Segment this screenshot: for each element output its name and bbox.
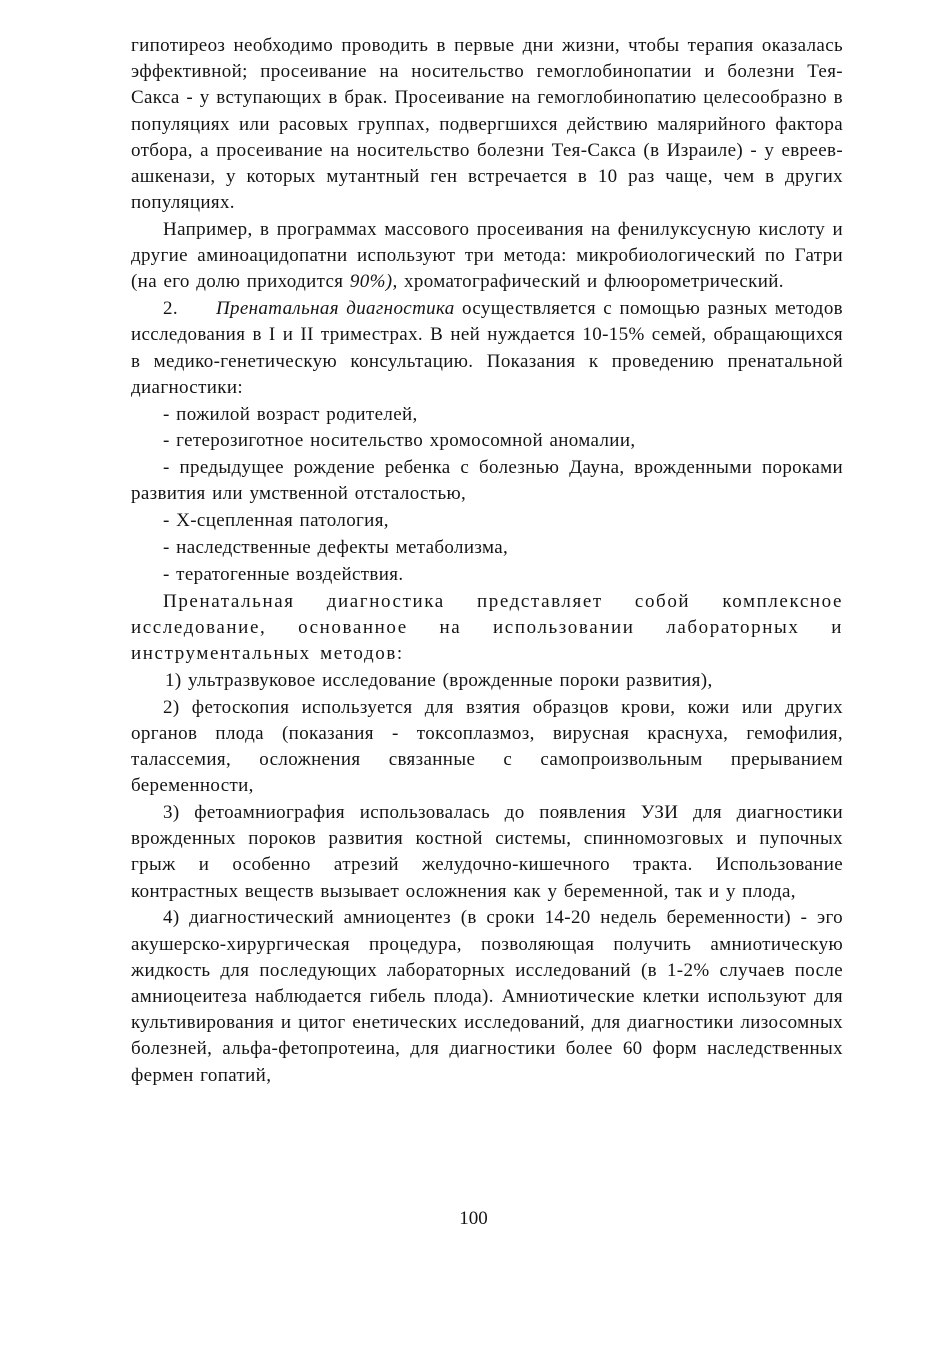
- paragraph-mass-screening-methods: [131, 217, 843, 296]
- method-item: 3) фетоамниография использовалась до появления УЗИ для диагностики врожденных пороков развития костной системы, спинномозговых и пупочных грыж и особенно атрезий желудочно-кишечного тракта. Использование контрастных веществ вызывает осложнения как у беременной, так и у плода,: [131, 802, 843, 902]
- indication-item: - тератогенные воздействия.: [163, 563, 404, 585]
- paragraph-prenatal-diagnostics: [131, 296, 843, 401]
- page-number: 100: [459, 1208, 488, 1229]
- paragraph-text: хроматографический и флюорометрический.: [397, 271, 784, 293]
- body-text: [131, 33, 843, 1089]
- indication-item: - наследственные дефекты метаболизма,: [163, 537, 509, 559]
- italic-term: Пренатальная диагностика: [215, 298, 455, 320]
- method-item: 2) фетоскопия используется для взятия образцов крови, кожи или других органов плода (показания - токсоплазмоз, вирусная краснуха, гемофилия, талассемия, осложнения связанные с самопроизвольным прерыванием беременности,: [131, 696, 843, 797]
- method-item: 4) диагностический амниоцентез (в сроки 14-20 недель беременности) - эго акушерско-хирургическая процедура, позволяющая получить амниотическую жидкость для последующих лабораторных исследований (в 1-2% случаев после амниоцеитеза наблюдается гибель плода). Амниотические клетки используют для культивирования и цитог енетических исследований, для диагностики лизосомных болезней, альфа-фетопротеина, для диагностики более 60 форм наследственных фермен гопатий,: [131, 907, 843, 1086]
- item-number: 2.: [163, 298, 178, 320]
- italic-percentage: 90%),: [349, 271, 398, 293]
- indication-item: - пожилой возраст родителей,: [163, 403, 418, 425]
- indication-item: - гетерозиготное носительство хромосомной аномалии,: [163, 430, 636, 452]
- indication-item: - Х-сцепленная патология,: [163, 510, 389, 532]
- paragraph-screening-continuation: гипотиреоз необходимо проводить в первые дни жизни, чтобы терапия оказалась эффективной; просеивание на носительство гемоглобинопатии и болезни Тея-Сакса - у вступающих в брак. Просеивание на гемоглобинопатию целесообразно в популяциях или расовых группах, подвергшихся действию малярийного фактора отбора, а просеивание на носительство болезни Тея-Сакса (в Израиле) - у евреев-ашкенази, у которых мутантный ген встречается в 10 раз чаще, чем в других популяциях.: [131, 35, 843, 214]
- paragraph-complex-study: Пренатальная диагностика представляет собой комплексное исследование, основанное на использовании лабораторных и инструментальных методов:: [131, 590, 843, 665]
- indication-item: - предыдущее рождение ребенка с болезнью Дауна, врожденными пороками развития или умственной отсталостью,: [131, 457, 843, 505]
- paragraph-text: осуществляется с помощью разных методов исследования в I и II триместрах. В ней нуждается 10-15% семей, обращающихся в медико-генетическую консультацию. Показания к проведению пренатальной диагностики:: [131, 298, 843, 398]
- method-item: 1) ультразвуковое исследование (врожденные пороки развития),: [165, 669, 713, 691]
- paragraph-text: Например, в программах массового просеивания на фенилуксусную кислоту и другие аминоацидопатни используют три метода: микробиологический по Гатри (на его долю приходится: [131, 219, 843, 293]
